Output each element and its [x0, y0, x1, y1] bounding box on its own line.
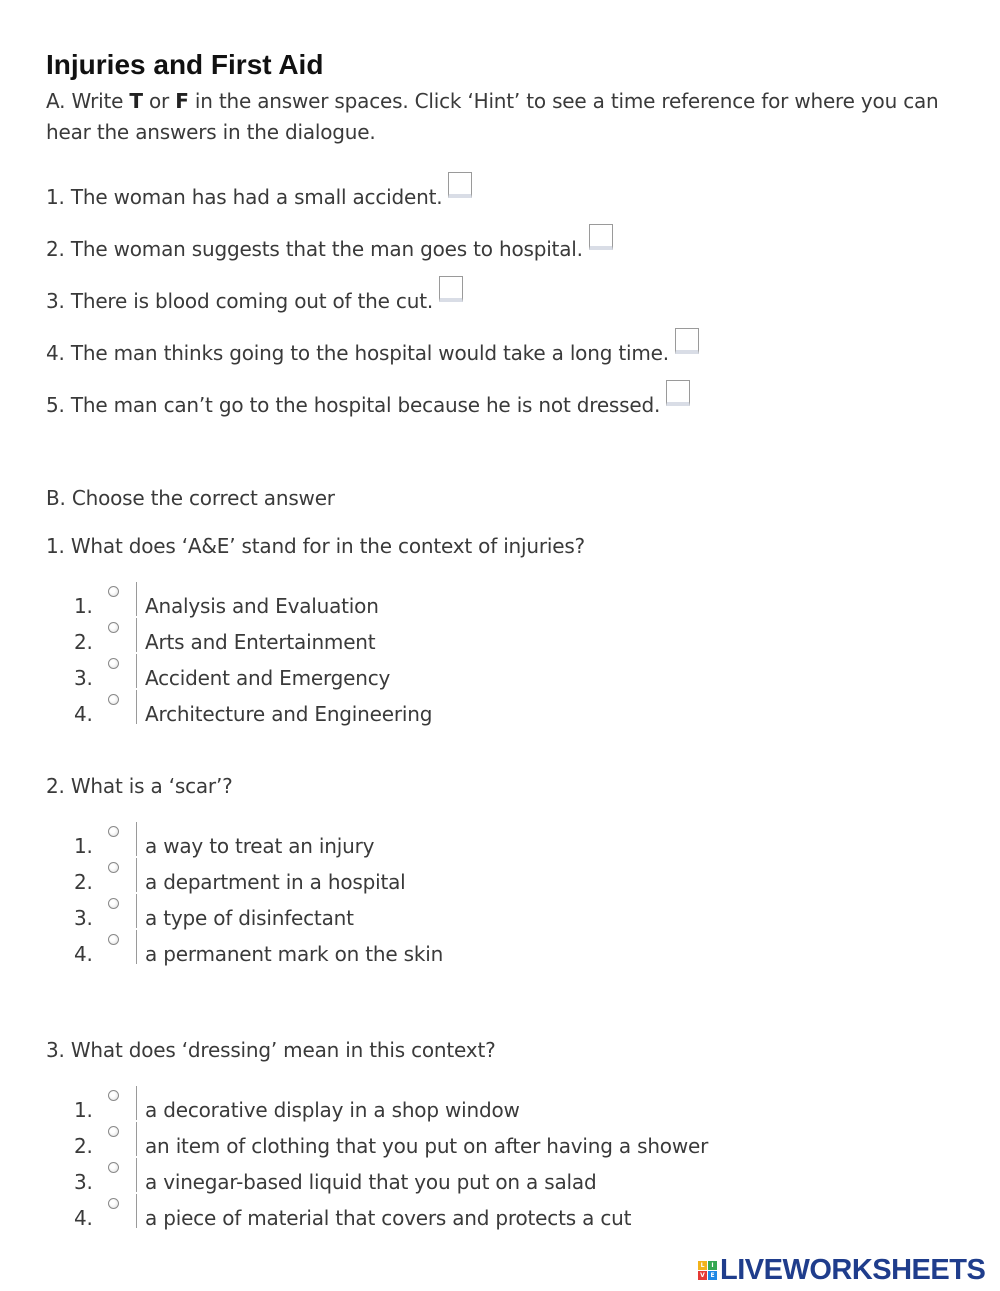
option-divider — [136, 690, 137, 724]
question-1: 1. What does ‘A&E’ stand for in the context of injuries? — [46, 534, 585, 558]
logo-mark-letter: V — [698, 1271, 707, 1280]
option-divider — [136, 1086, 137, 1120]
statement-text: 2. The woman suggests that the man goes to hospital. — [46, 237, 583, 261]
option-label[interactable]: a permanent mark on the skin — [145, 942, 444, 966]
question-2: 2. What is a ‘scar’? — [46, 774, 233, 798]
option-number: 1. — [74, 834, 93, 858]
radio-button[interactable] — [108, 1162, 119, 1173]
section-a-instruction — [46, 86, 966, 148]
radio-button[interactable] — [108, 1126, 119, 1137]
radio-button[interactable] — [108, 1198, 119, 1209]
option-label[interactable]: Analysis and Evaluation — [145, 594, 379, 618]
section-b-title: B. Choose the correct answer — [46, 486, 335, 510]
option-number: 4. — [74, 702, 93, 726]
radio-button[interactable] — [108, 694, 119, 705]
option-number: 1. — [74, 1098, 93, 1122]
logo-mark-icon — [698, 1261, 717, 1280]
radio-button[interactable] — [108, 934, 119, 945]
radio-button[interactable] — [108, 586, 119, 597]
logo-mark-letter: L — [698, 1261, 707, 1270]
option-number: 2. — [74, 870, 93, 894]
statement-text: 5. The man can’t go to the hospital because he is not dressed. — [46, 393, 661, 417]
instruction-suffix: in the answer spaces. Click ‘Hint’ to see a time reference for where you can hear the answers in the dialogue. — [46, 89, 939, 144]
logo-text: LIVEWORKSHEETS — [720, 1253, 986, 1286]
option-number: 3. — [74, 666, 93, 690]
statement-row — [46, 284, 463, 318]
option-number: 1. — [74, 594, 93, 618]
option-label[interactable]: Arts and Entertainment — [145, 630, 376, 654]
logo-mark-letter: I — [708, 1261, 717, 1270]
statement-text: 4. The man thinks going to the hospital would take a long time. — [46, 341, 669, 365]
page-title: Injuries and First Aid — [46, 49, 324, 80]
answer-box[interactable] — [589, 224, 613, 250]
radio-button[interactable] — [108, 826, 119, 837]
liveworksheets-logo — [698, 1255, 985, 1285]
option-label[interactable]: a vinegar-based liquid that you put on a salad — [145, 1170, 597, 1194]
option-number: 3. — [74, 1170, 93, 1194]
option-label[interactable]: a way to treat an injury — [145, 834, 375, 858]
option-label[interactable]: Accident and Emergency — [145, 666, 391, 690]
option-divider — [136, 894, 137, 928]
option-number: 4. — [74, 942, 93, 966]
option-label[interactable]: a decorative display in a shop window — [145, 1098, 520, 1122]
option-number: 2. — [74, 1134, 93, 1158]
instruction-or: or — [142, 89, 176, 113]
option-label[interactable]: Architecture and Engineering — [145, 702, 433, 726]
instruction-false-letter: F — [175, 89, 189, 113]
option-divider — [136, 654, 137, 688]
instruction-true-letter: T — [129, 89, 143, 113]
radio-button[interactable] — [108, 862, 119, 873]
option-label[interactable]: a department in a hospital — [145, 870, 406, 894]
answer-box[interactable] — [439, 276, 463, 302]
radio-button[interactable] — [108, 622, 119, 633]
radio-button[interactable] — [108, 658, 119, 669]
option-divider — [136, 930, 137, 964]
answer-box[interactable] — [666, 380, 690, 406]
option-divider — [136, 1158, 137, 1192]
statement-row — [46, 232, 613, 266]
option-divider — [136, 582, 137, 616]
radio-button[interactable] — [108, 1090, 119, 1101]
option-number: 2. — [74, 630, 93, 654]
radio-button[interactable] — [108, 898, 119, 909]
option-number: 4. — [74, 1206, 93, 1230]
option-divider — [136, 1194, 137, 1228]
option-divider — [136, 618, 137, 652]
statement-text: 1. The woman has had a small accident. — [46, 185, 443, 209]
option-divider — [136, 858, 137, 892]
option-label[interactable]: a piece of material that covers and protects a cut — [145, 1206, 632, 1230]
answer-box[interactable] — [448, 172, 472, 198]
statement-text: 3. There is blood coming out of the cut. — [46, 289, 433, 313]
option-label[interactable]: a type of disinfectant — [145, 906, 354, 930]
question-3: 3. What does ‘dressing’ mean in this context? — [46, 1038, 496, 1062]
option-divider — [136, 1122, 137, 1156]
statement-row — [46, 388, 690, 422]
statement-row — [46, 336, 699, 370]
statement-row — [46, 180, 472, 214]
answer-box[interactable] — [675, 328, 699, 354]
option-number: 3. — [74, 906, 93, 930]
logo-mark-letter: E — [708, 1271, 717, 1280]
option-divider — [136, 822, 137, 856]
instruction-prefix: A. Write — [46, 89, 130, 113]
option-label[interactable]: an item of clothing that you put on after having a shower — [145, 1134, 709, 1158]
